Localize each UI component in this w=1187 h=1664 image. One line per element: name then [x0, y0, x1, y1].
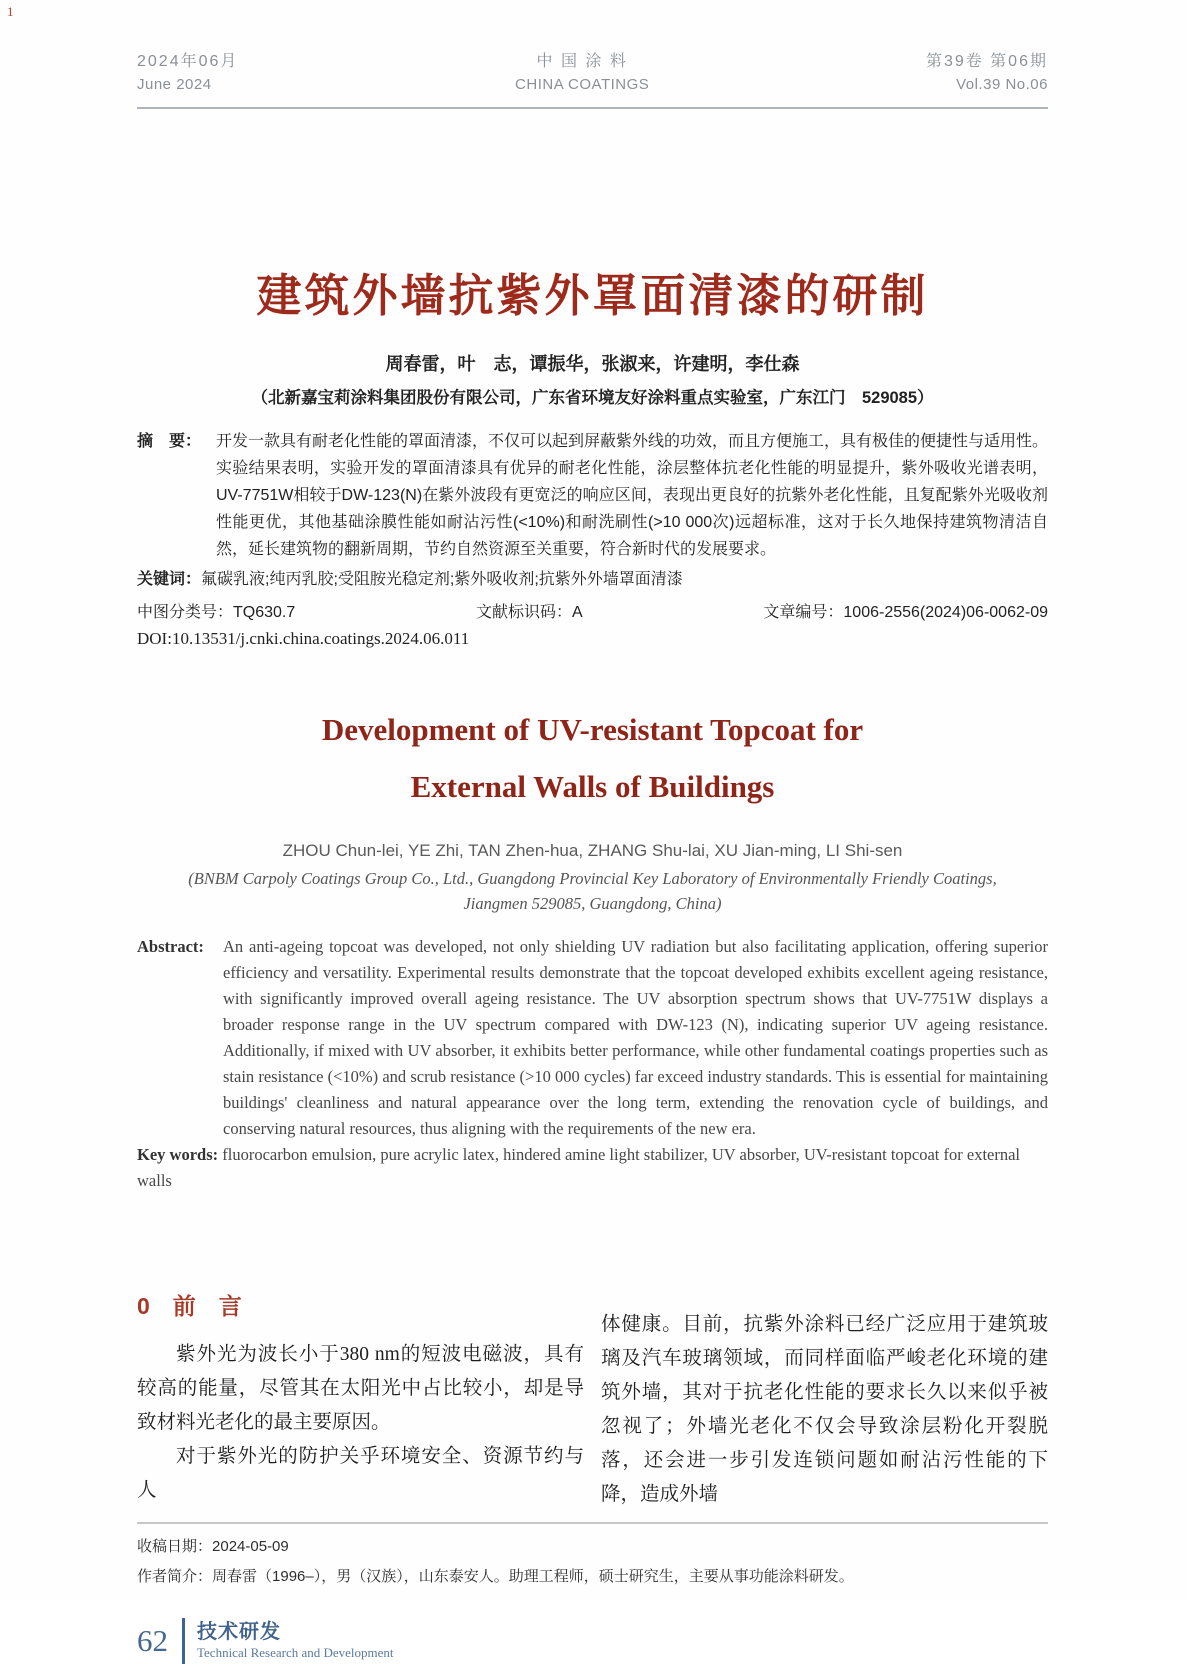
- header-journal-name-zh: 中 国 涂 料: [536, 53, 628, 70]
- article-title-en-line2: External Walls of Buildings: [410, 769, 775, 804]
- affiliation-en-line2: Jiangmen 529085, Guangdong, China): [463, 893, 722, 913]
- header-journal-name-en: CHINA COATINGS: [515, 76, 650, 93]
- footer-column-name: [197, 1620, 394, 1662]
- abstract-zh-text: 开发一款具有耐老化性能的罩面清漆，不仅可以起到屏蔽紫外线的功效，而且方便施工，具有极佳的便捷性与适用性。实验结果表明，实验开发的罩面清漆具有优异的耐老化性能，涂层整体抗老化性能的明显提升，紫外吸收光谱表明，UV-7751W相较于DW-123(N)在紫外波段有更宽泛的响应区间，表现出更良好的抗紫外老化性能，且复配紫外光吸收剂性能更优，其他基础涂膜性能如耐沾污性(<10%)和耐洗刷性(>10 000次)远超标准，这对于长久地保持建筑物清洁自然，延长建筑物的翻新周期，节约自然资源至关重要，符合新时代的发展要求。: [216, 433, 1049, 558]
- authors-en: ZHOU Chun-lei, YE Zhi, TAN Zhen-hua, ZHANG Shu-lai, XU Jian-ming, LI Shi-sen: [282, 840, 903, 860]
- body-column-right: [601, 1288, 1048, 1512]
- abstract-en: [137, 934, 1048, 1142]
- article-title-en-line1: Development of UV-resistant Topcoat for: [321, 712, 864, 747]
- keywords-zh-text: 氟碳乳液;纯丙乳胶;受阻胺光稳定剂;紫外吸收剂;抗紫外外墙罩面清漆: [201, 571, 683, 588]
- affiliation-en-line1: (BNBM Carpoly Coatings Group Co., Ltd., Guangdong Provincial Key Laboratory of Environmentally Friendly Coatings,: [188, 868, 997, 888]
- authors-zh: 周春雷，叶 志，谭振华，张淑来，许建明，李仕森: [385, 354, 800, 374]
- keywords-en-text: fluorocarbon emulsion, pure acrylic latex, hindered amine light stabilizer, UV absorber, UV-resistant topcoat for external walls: [137, 1144, 1021, 1190]
- header-volume-zh: 第39卷 第06期: [925, 53, 1048, 70]
- header-date: [137, 50, 238, 96]
- article-title-zh: 建筑外墙抗紫外罩面清漆的研制: [256, 270, 929, 321]
- footnotes: [137, 1532, 1048, 1592]
- affiliation-en: [137, 866, 1048, 916]
- header-journal-name: [515, 50, 649, 96]
- clc-number: 中图分类号：TQ630.7: [137, 604, 296, 621]
- author-bio-line: [137, 1562, 1048, 1592]
- body-columns: [137, 1288, 1048, 1512]
- header-volume-issue: [926, 50, 1048, 96]
- document-code: 文献标识码：A: [475, 604, 583, 621]
- affiliation-zh: （北新嘉宝莉涂料集团股份有限公司，广东省环境友好涂料重点实验室，广东江门 529085）: [251, 389, 934, 407]
- abstract-zh-label: 摘 要：: [137, 433, 202, 450]
- footer-column-name-zh: 技术研发: [197, 1620, 281, 1643]
- author-bio-value: 周春雷（1996–），男（汉族），山东泰安人。助理工程师，硕士研究生，主要从事功能涂料研发。: [212, 1567, 854, 1585]
- body-column-left: [137, 1288, 584, 1512]
- page-number: 62: [137, 1622, 168, 1658]
- page-footer: [137, 1618, 1048, 1664]
- keywords-en: [137, 1142, 1048, 1194]
- header-volume-en: Vol.39 No.06: [956, 76, 1048, 93]
- doi: DOI:10.13531/j.cnki.china.coatings.2024.06.011: [137, 629, 470, 648]
- intro-paragraph-continued: 体健康。目前，抗紫外涂料已经广泛应用于建筑玻璃及汽车玻璃领域，而同样面临严峻老化环境的建筑外墙，其对于抗老化性能的要求长久以来似乎被忽视了；外墙光老化不仅会导致涂层粉化开裂脱落，还会进一步引发连锁问题如耐沾污性能的下降，造成外墙: [601, 1313, 1048, 1505]
- keywords-zh-label: 关键词：: [137, 571, 202, 588]
- keywords-zh: [137, 566, 1048, 593]
- received-date-value: 2024-05-09: [212, 1537, 289, 1555]
- article-id: 文章编号：1006-2556(2024)06-0062-09: [763, 604, 1048, 621]
- abstract-en-label: Abstract:: [137, 936, 204, 956]
- section-heading-intro: 0 前 言: [137, 1292, 242, 1319]
- page-corner-marker: 1: [7, 4, 14, 19]
- header-date-en: June 2024: [137, 76, 212, 93]
- article-title-en: [137, 701, 1048, 815]
- footer-divider-bar: [182, 1618, 185, 1664]
- abstract-zh: [137, 428, 1048, 563]
- abstract-en-text: An anti-ageing topcoat was developed, not only shielding UV radiation but also facilitating application, offering superior efficiency and versatility. Experimental results demonstrate that the topcoat developed exhibits excellent ageing resistance, with significantly improved overall ageing resistance. The UV absorption spectrum shows that UV-7751W displays a broader response range in the UV spectrum compared with DW-123 (N), indicating superior UV ageing resistance. Additionally, if mixed with UV absorber, it exhibits better performance, while other fundamental coatings properties such as stain resistance (<10%) and scrub resistance (>10 000 cycles) far exceed industry standards. This is essential for maintaining buildings' cleanliness and natural appearance over the long term, extending the renovation cycle of buildings, and conserving natural resources, thus aligning with the requirements of the new era.: [223, 936, 1048, 1138]
- journal-header: [137, 50, 1048, 109]
- footnote-divider: [137, 1522, 1048, 1524]
- received-date-label: 收稿日期：: [137, 1537, 213, 1555]
- header-date-zh: 2024年06月: [137, 53, 239, 70]
- footer-column-name-en: Technical Research and Development: [197, 1644, 394, 1660]
- classification-row: [137, 599, 1048, 622]
- author-bio-label: 作者简介：: [137, 1567, 213, 1585]
- keywords-en-label: Key words:: [137, 1144, 219, 1164]
- received-date-line: [137, 1532, 1048, 1562]
- intro-paragraph-2: 对于紫外光的防护关乎环境安全、资源节约与人: [137, 1445, 584, 1501]
- intro-paragraph-1: 紫外光为波长小于380 nm的短波电磁波，具有较高的能量，尽管其在太阳光中占比较小，却是导致材料光老化的最主要原因。: [137, 1343, 584, 1433]
